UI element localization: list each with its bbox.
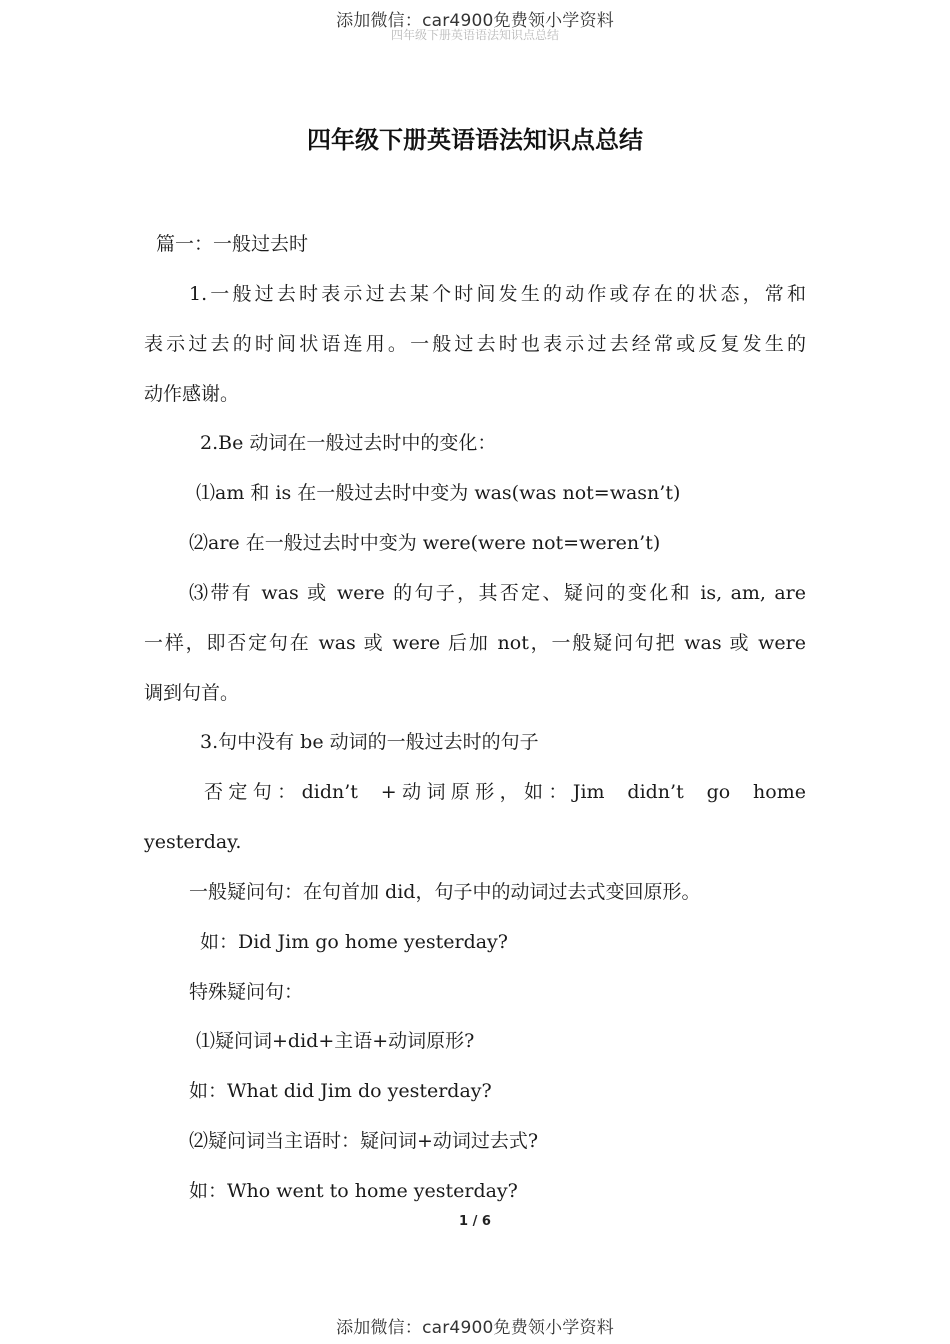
faint-header-text: 四年级下册英语语法知识点总结	[390, 28, 559, 42]
paragraph-line: 如：Did Jim go home yesterday?	[200, 931, 508, 953]
paragraph-line: 动作感谢。	[144, 383, 240, 405]
paragraph-line: ⑴am 和 is 在一般过去时中变为 was(was not=wasn’t)	[196, 482, 681, 504]
paragraph-line: 否定句：didn’t +动词原形，如：Jim didn’t go home	[204, 781, 806, 803]
paragraph-line: yesterday.	[144, 831, 242, 853]
paragraph-line: 2.Be 动词在一般过去时中的变化：	[200, 432, 497, 454]
paragraph-line: 一样，即否定句在 was 或 were 后加 not，一般疑问句把 was 或 were	[144, 632, 806, 654]
paragraph-line: 特殊疑问句：	[189, 981, 304, 1003]
paragraph-line: 调到句首。	[144, 682, 240, 704]
paragraph-line: ⑵疑问词当主语时：疑问词+动词过去式?	[189, 1130, 539, 1152]
watermark-top: 添加微信：car4900免费领小学资料	[336, 11, 614, 31]
paragraph-line: 如：What did Jim do yesterday?	[189, 1080, 492, 1102]
page-number: 1 / 6	[459, 1214, 491, 1229]
watermark-bottom: 添加微信：car4900免费领小学资料	[336, 1318, 614, 1338]
paragraph-line: 表示过去的时间状语连用。一般过去时也表示过去经常或反复发生的	[144, 333, 806, 355]
paragraph-line: 一般疑问句：在句首加 did，句子中的动词过去式变回原形。	[189, 881, 701, 903]
paragraph-line: ⑵are 在一般过去时中变为 were(were not=weren’t)	[189, 532, 661, 554]
paragraph-line: 如：Who went to home yesterday?	[189, 1180, 518, 1202]
document-title: 四年级下册英语语法知识点总结	[307, 126, 643, 154]
paragraph-line: ⑴疑问词+did+主语+动词原形?	[196, 1030, 475, 1052]
paragraph-line: ⑶带有 was 或 were 的句子，其否定、疑问的变化和 is, am, are	[189, 582, 806, 604]
paragraph-line: 3.句中没有 be 动词的一般过去时的句子	[200, 731, 539, 753]
section-heading: 篇一：一般过去时	[156, 233, 309, 255]
paragraph-line: 1.一般过去时表示过去某个时间发生的动作或存在的状态，常和	[189, 283, 806, 305]
